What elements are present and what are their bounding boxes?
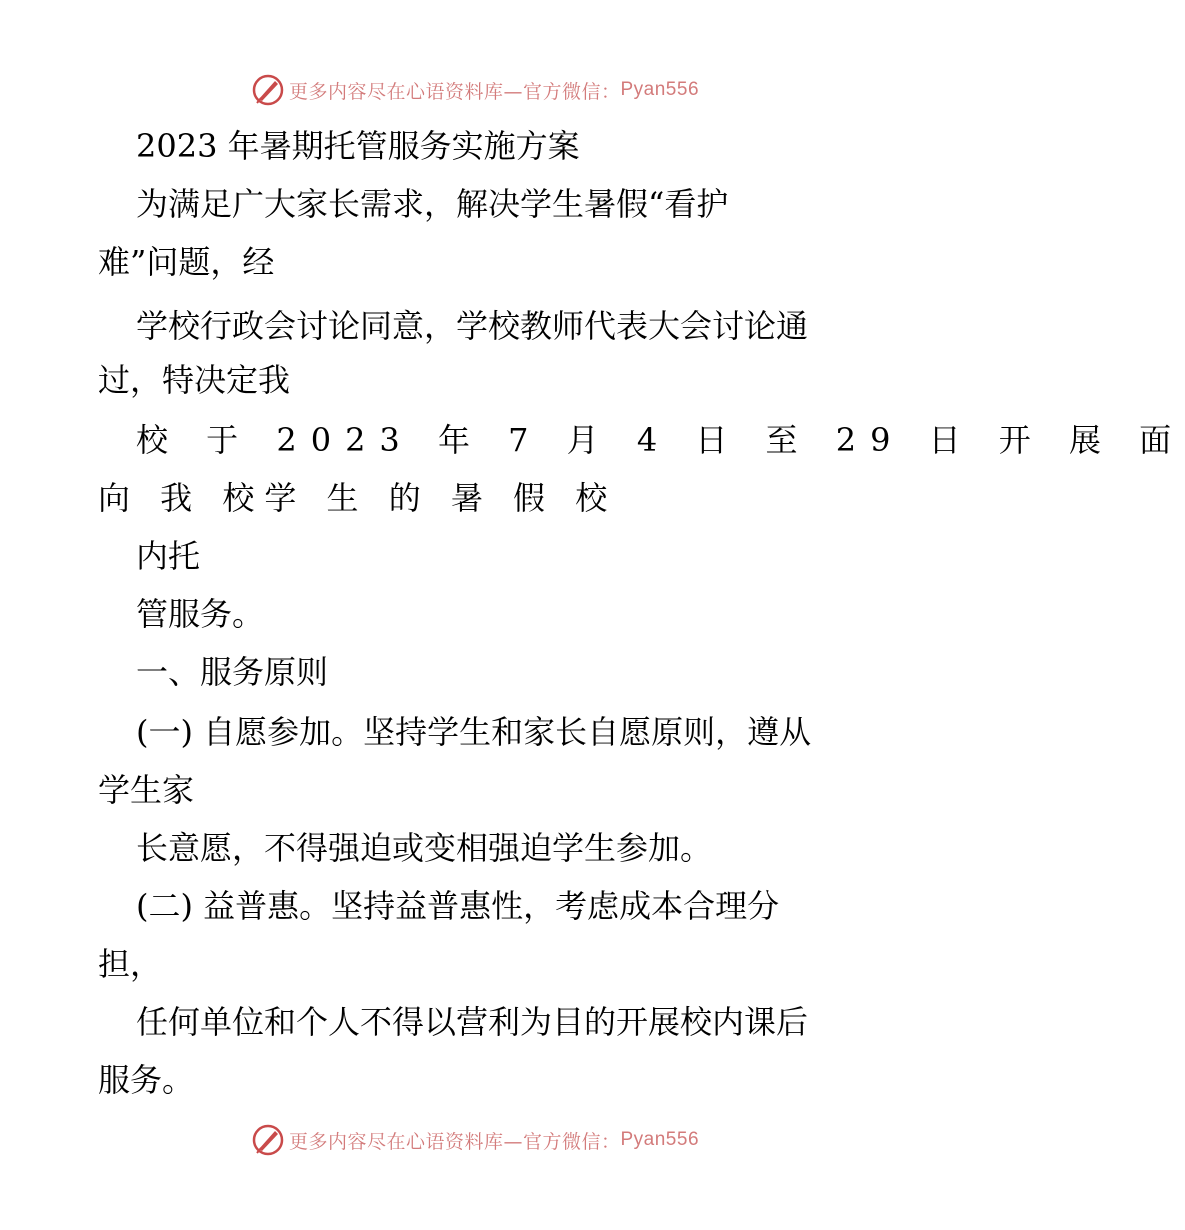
paragraph-line: 学生家 [98,771,195,809]
paragraph-line: 学校行政会讨论同意，学校教师代表大会讨论通 [136,307,809,345]
quill-logo-icon [251,1123,285,1157]
document-title: 2023 年暑期托管服务实施方案 [136,127,580,165]
paragraph-line: 服务。 [98,1061,195,1099]
paragraph-line: 长意愿，不得强迫或变相强迫学生参加。 [136,829,713,867]
paragraph-line: 过，特决定我 [98,361,291,399]
paragraph-line: (二) 益普惠。坚持益普惠性，考虑成本合理分 [136,887,780,925]
paragraph-line: 管服务。 [136,595,265,633]
paragraph-line: (一) 自愿参加。坚持学生和家长自愿原则，遵从 [136,713,812,751]
paragraph-line: 校 于 2023 年 7 月 4 日 至 29 日 开 展 面 [136,421,1185,459]
paragraph-line: 任何单位和个人不得以营利为目的开展校内课后 [136,1003,809,1041]
paragraph-line: 内托 [136,537,201,575]
paragraph-line: 向 我 校学 生 的 暑 假 校 [98,479,618,517]
paragraph-line: 担， [98,945,163,983]
watermark-banner-bottom [0,1120,950,1160]
section-heading: 一、服务原则 [136,653,329,691]
watermark-handle: Pyan556 [620,1129,700,1150]
watermark-text: 更多内容尽在心语资料库—官方微信： [288,1130,621,1153]
paragraph-line: 为满足广大家长需求，解决学生暑假“看护 [136,185,729,223]
watermark-text: 更多内容尽在心语资料库—官方微信： [288,80,621,103]
paragraph-line: 难”问题，经 [98,243,275,281]
watermark-handle: Pyan556 [620,79,700,100]
